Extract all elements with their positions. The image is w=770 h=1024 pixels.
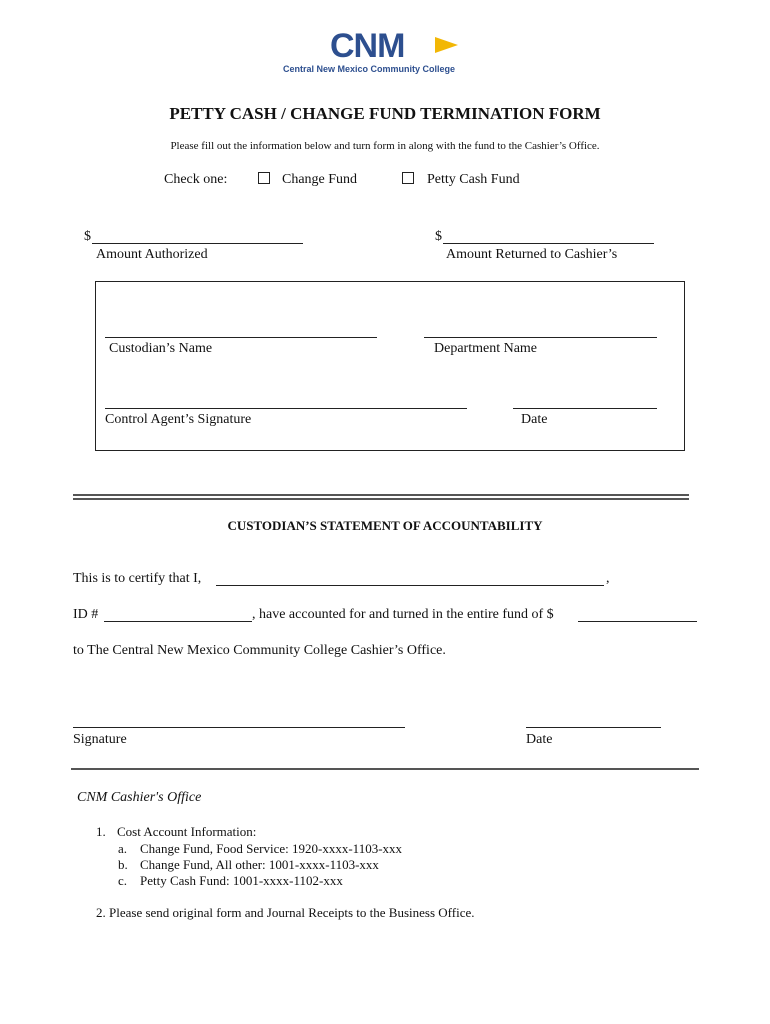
certify-prefix: This is to certify that I, [73,571,202,586]
section-divider-second [73,498,689,502]
authorized-dollar-sign: $ [84,229,91,244]
control-agent-date-label: Date [521,412,548,427]
certify-suffix: , [606,571,610,586]
item2-text: 2. Please send original form and Journal Receipts to the Business Office. [96,905,475,920]
custodian-date-field[interactable] [526,727,661,728]
logo-subtitle: Central New Mexico Community College [283,64,456,74]
item1-title: Cost Account Information: [117,824,257,839]
petty-cash-fund-checkbox[interactable] [402,172,414,184]
sub-item-letter: c. [118,873,128,888]
petty-cash-fund-label: Petty Cash Fund [427,172,520,187]
item1-number: 1. [96,824,106,839]
form-title: PETTY CASH / CHANGE FUND TERMINATION FORM [169,104,601,123]
amount-authorized-label: Amount Authorized [96,247,208,262]
department-name-field[interactable] [424,337,657,338]
amount-authorized-field[interactable] [92,243,303,244]
custodian-name-label: Custodian’s Name [109,341,213,356]
logo-text: CNM [330,27,405,65]
custodian-signature-label: Signature [73,732,127,747]
cashier-office-statement: to The Central New Mexico Community College Cashier’s Office. [73,643,446,658]
sub-item-letter: a. [118,841,128,856]
sub-item-text: Change Fund, Food Service: 1920-xxxx-1103-xxx [140,841,403,856]
sub-item-text: Change Fund, All other: 1001-xxxx-1103-xxx [140,857,379,872]
custodian-date-label: Date [526,732,553,747]
id-number-field[interactable] [104,621,252,622]
fund-amount-field[interactable] [578,621,697,622]
custodian-signature-field[interactable] [73,727,405,728]
sub-item-letter: b. [118,857,128,872]
custodian-certify-name-field[interactable] [216,585,604,586]
control-agent-signature-field[interactable] [105,408,467,409]
office-divider [71,768,699,770]
form-instructions: Please fill out the information below and turn form in along with the fund to the Cashier’s Office. [170,140,600,152]
office-heading: CNM Cashier's Office [77,790,202,805]
custodian-name-field[interactable] [105,337,377,338]
change-fund-label: Change Fund [282,172,358,187]
amount-returned-field[interactable] [443,243,654,244]
amount-returned-label: Amount Returned to Cashier’s [446,247,618,262]
department-name-label: Department Name [434,341,538,356]
change-fund-checkbox[interactable] [258,172,270,184]
control-agent-signature-label: Control Agent’s Signature [105,412,252,427]
logo-arrow-icon [435,37,458,53]
returned-dollar-sign: $ [435,229,442,244]
sub-item-text: Petty Cash Fund: 1001-xxxx-1102-xxx [140,873,343,888]
check-one-label: Check one: [164,172,228,187]
control-agent-date-field[interactable] [513,408,657,409]
statement-heading: CUSTODIAN’S STATEMENT OF ACCOUNTABILITY [227,518,543,533]
fund-accounted-text: , have accounted for and turned in the entire fund of $ [252,607,554,622]
id-prefix: ID # [73,607,99,622]
